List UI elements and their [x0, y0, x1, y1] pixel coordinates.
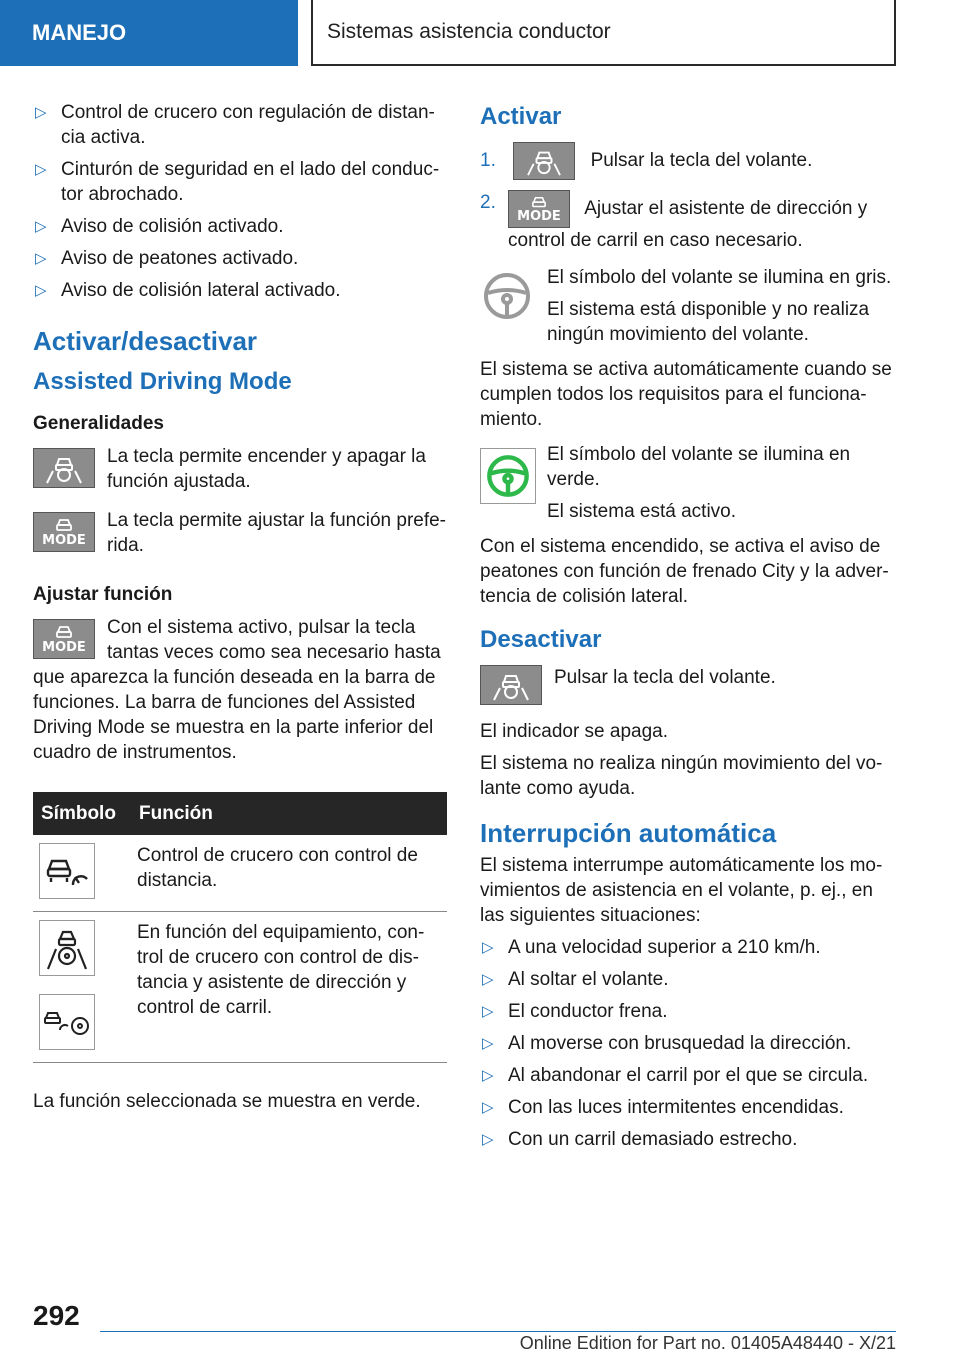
list-item: ▷ Al moverse con brusquedad la dirección. — [482, 1033, 852, 1054]
table-cell-row1: Control de crucero con control de distancia. — [131, 835, 447, 912]
indicator-text: El indicador se apaga. — [480, 721, 669, 742]
cruise-steering-icon — [39, 994, 95, 1050]
triangle-bullet-icon: ▷ — [482, 1003, 494, 1020]
desactivar-row — [480, 665, 900, 711]
step-2 — [480, 190, 900, 253]
triangle-bullet-icon: ▷ — [35, 218, 47, 235]
triangle-bullet-icon: ▷ — [482, 939, 494, 956]
left-column — [33, 100, 449, 1121]
triangle-bullet-icon: ▷ — [35, 250, 47, 267]
list-item: ▷ A una velocidad superior a 210 km/h. — [482, 937, 821, 958]
header-section — [0, 0, 298, 66]
mode-key-icon — [33, 512, 95, 552]
triangle-bullet-icon: ▷ — [482, 1099, 494, 1116]
list-item: ▷ Cinturón de seguridad en el lado del conduc-tor abrochado. — [35, 159, 440, 205]
right-column — [480, 100, 900, 1159]
table-row — [33, 912, 447, 1063]
steering-assist-icon — [39, 920, 95, 976]
step-number: 1. — [480, 150, 496, 172]
city-text: Con el sistema encendido, se activa el aviso de peatones con función de frenado City y la adver-tencia de colisión lateral. — [480, 536, 889, 607]
after-table-text: La función seleccionada se muestra en verde. — [33, 1091, 421, 1112]
info-row — [33, 444, 449, 494]
ajustar-paragraph: MODE Con el sistema activo, pulsar la tecla tantas veces como sea necesario hasta que aparezca la función deseada en la barra de funciones. La barra de funciones del Assisted Driving Mode se muestra en la parte inferior del cuadro de instrumentos. — [33, 617, 441, 763]
triangle-bullet-icon: ▷ — [482, 971, 494, 988]
gray-wheel-row — [480, 265, 900, 347]
mode-key-label: MODE — [517, 208, 561, 224]
no-move-text: El sistema no realiza ningún movimiento del vo-lante como ayuda. — [480, 753, 883, 799]
gray-text2: El sistema está disponible y no realiza ningún movimiento del volante. — [547, 299, 870, 345]
footer-divider — [100, 1331, 896, 1332]
interruption-list — [480, 935, 900, 1152]
interrupcion-text: El sistema interrumpe automáticamente los mo-vimientos de asistencia en el volante, p. ej., en las siguientes situaciones: — [480, 855, 883, 926]
green-text2: El sistema está activo. — [547, 501, 737, 522]
list-item: ▷ Al abandonar el carril por el que se circula. — [482, 1065, 869, 1086]
triangle-bullet-icon: ▷ — [482, 1067, 494, 1084]
gen-text2: La tecla permite ajustar la función prefe-rida. — [107, 510, 447, 556]
auto-activate-text: El sistema se activa automáticamente cuando se cumplen todos los requisitos para el funciona-miento. — [480, 359, 892, 430]
list-item: ▷ Control de crucero con regulación de distan-cia activa. — [35, 102, 435, 148]
heading-interrupcion: Interrupción automática — [480, 818, 777, 848]
table-cell-row2: En función del equipamiento, con-trol de crucero con control de dis-tancia y asistente de dirección y control de carril. — [131, 912, 447, 1063]
list-item: ▷ Aviso de colisión activado. — [35, 216, 284, 237]
heading-generalidades: Generalidades — [33, 413, 164, 434]
triangle-bullet-icon: ▷ — [35, 161, 47, 178]
desactivar-text: Pulsar la tecla del volante. — [554, 667, 776, 688]
gen-text1: La tecla permite encender y apagar la función ajustada. — [107, 446, 426, 492]
requirements-list — [33, 100, 449, 303]
heading-activar: Activar — [480, 103, 562, 130]
assist-key-icon — [33, 448, 95, 488]
green-text1: El símbolo del volante se ilumina en verde. — [547, 444, 851, 490]
gray-text1: El símbolo del volante se ilumina en gris. — [547, 267, 892, 288]
triangle-bullet-icon: ▷ — [482, 1131, 494, 1148]
heading-desactivar: Desactivar — [480, 626, 602, 653]
mode-key-icon — [508, 190, 570, 228]
table-header-simbolo: Símbolo — [33, 792, 131, 835]
assist-key-icon — [513, 142, 575, 180]
heading-assisted-driving-mode: Assisted Driving Mode — [33, 368, 292, 395]
step-text: Pulsar la tecla del volante. — [590, 150, 813, 172]
page-number: 292 — [33, 1300, 80, 1331]
distance-cruise-icon — [39, 843, 95, 899]
triangle-bullet-icon: ▷ — [482, 1035, 494, 1052]
step-1 — [480, 142, 900, 180]
step-text: Ajustar el asistente de dirección y control de carril en caso necesario. — [508, 198, 868, 251]
list-item: ▷ Aviso de peatones activado. — [35, 248, 299, 269]
triangle-bullet-icon: ▷ — [35, 282, 47, 299]
heading-activar-desactivar: Activar/desactivar — [33, 326, 258, 356]
list-item: ▷ Con un carril demasiado estrecho. — [482, 1129, 798, 1150]
symbol-table — [33, 792, 447, 1063]
footer-edition: Online Edition for Part no. 01405A48440 - X/21 — [519, 1333, 896, 1353]
list-item: ▷ El conductor frena. — [482, 1001, 668, 1022]
table-row — [33, 835, 447, 912]
heading-ajustar-funcion: Ajustar función — [33, 584, 173, 605]
assist-key-icon — [480, 665, 542, 705]
triangle-bullet-icon: ▷ — [35, 104, 47, 121]
table-header-funcion: Función — [131, 792, 447, 835]
header-chapter-label: Sistemas asistencia conductor — [327, 20, 611, 43]
list-item: ▷ Con las luces intermitentes encendidas. — [482, 1097, 844, 1118]
mode-key-label: MODE — [42, 639, 86, 655]
header-section-label: MANEJO — [32, 20, 127, 45]
list-item: ▷ Al soltar el volante. — [482, 969, 669, 990]
mode-key-label: MODE — [42, 532, 86, 548]
mode-key-icon — [33, 619, 95, 659]
info-row — [33, 508, 449, 558]
step-number: 2. — [480, 192, 496, 213]
steering-wheel-green-icon — [480, 448, 536, 504]
green-wheel-row — [480, 442, 900, 524]
list-item: ▷ Aviso de colisión lateral activado. — [35, 280, 341, 301]
steering-wheel-gray-icon — [480, 269, 534, 330]
header-chapter — [311, 0, 896, 66]
